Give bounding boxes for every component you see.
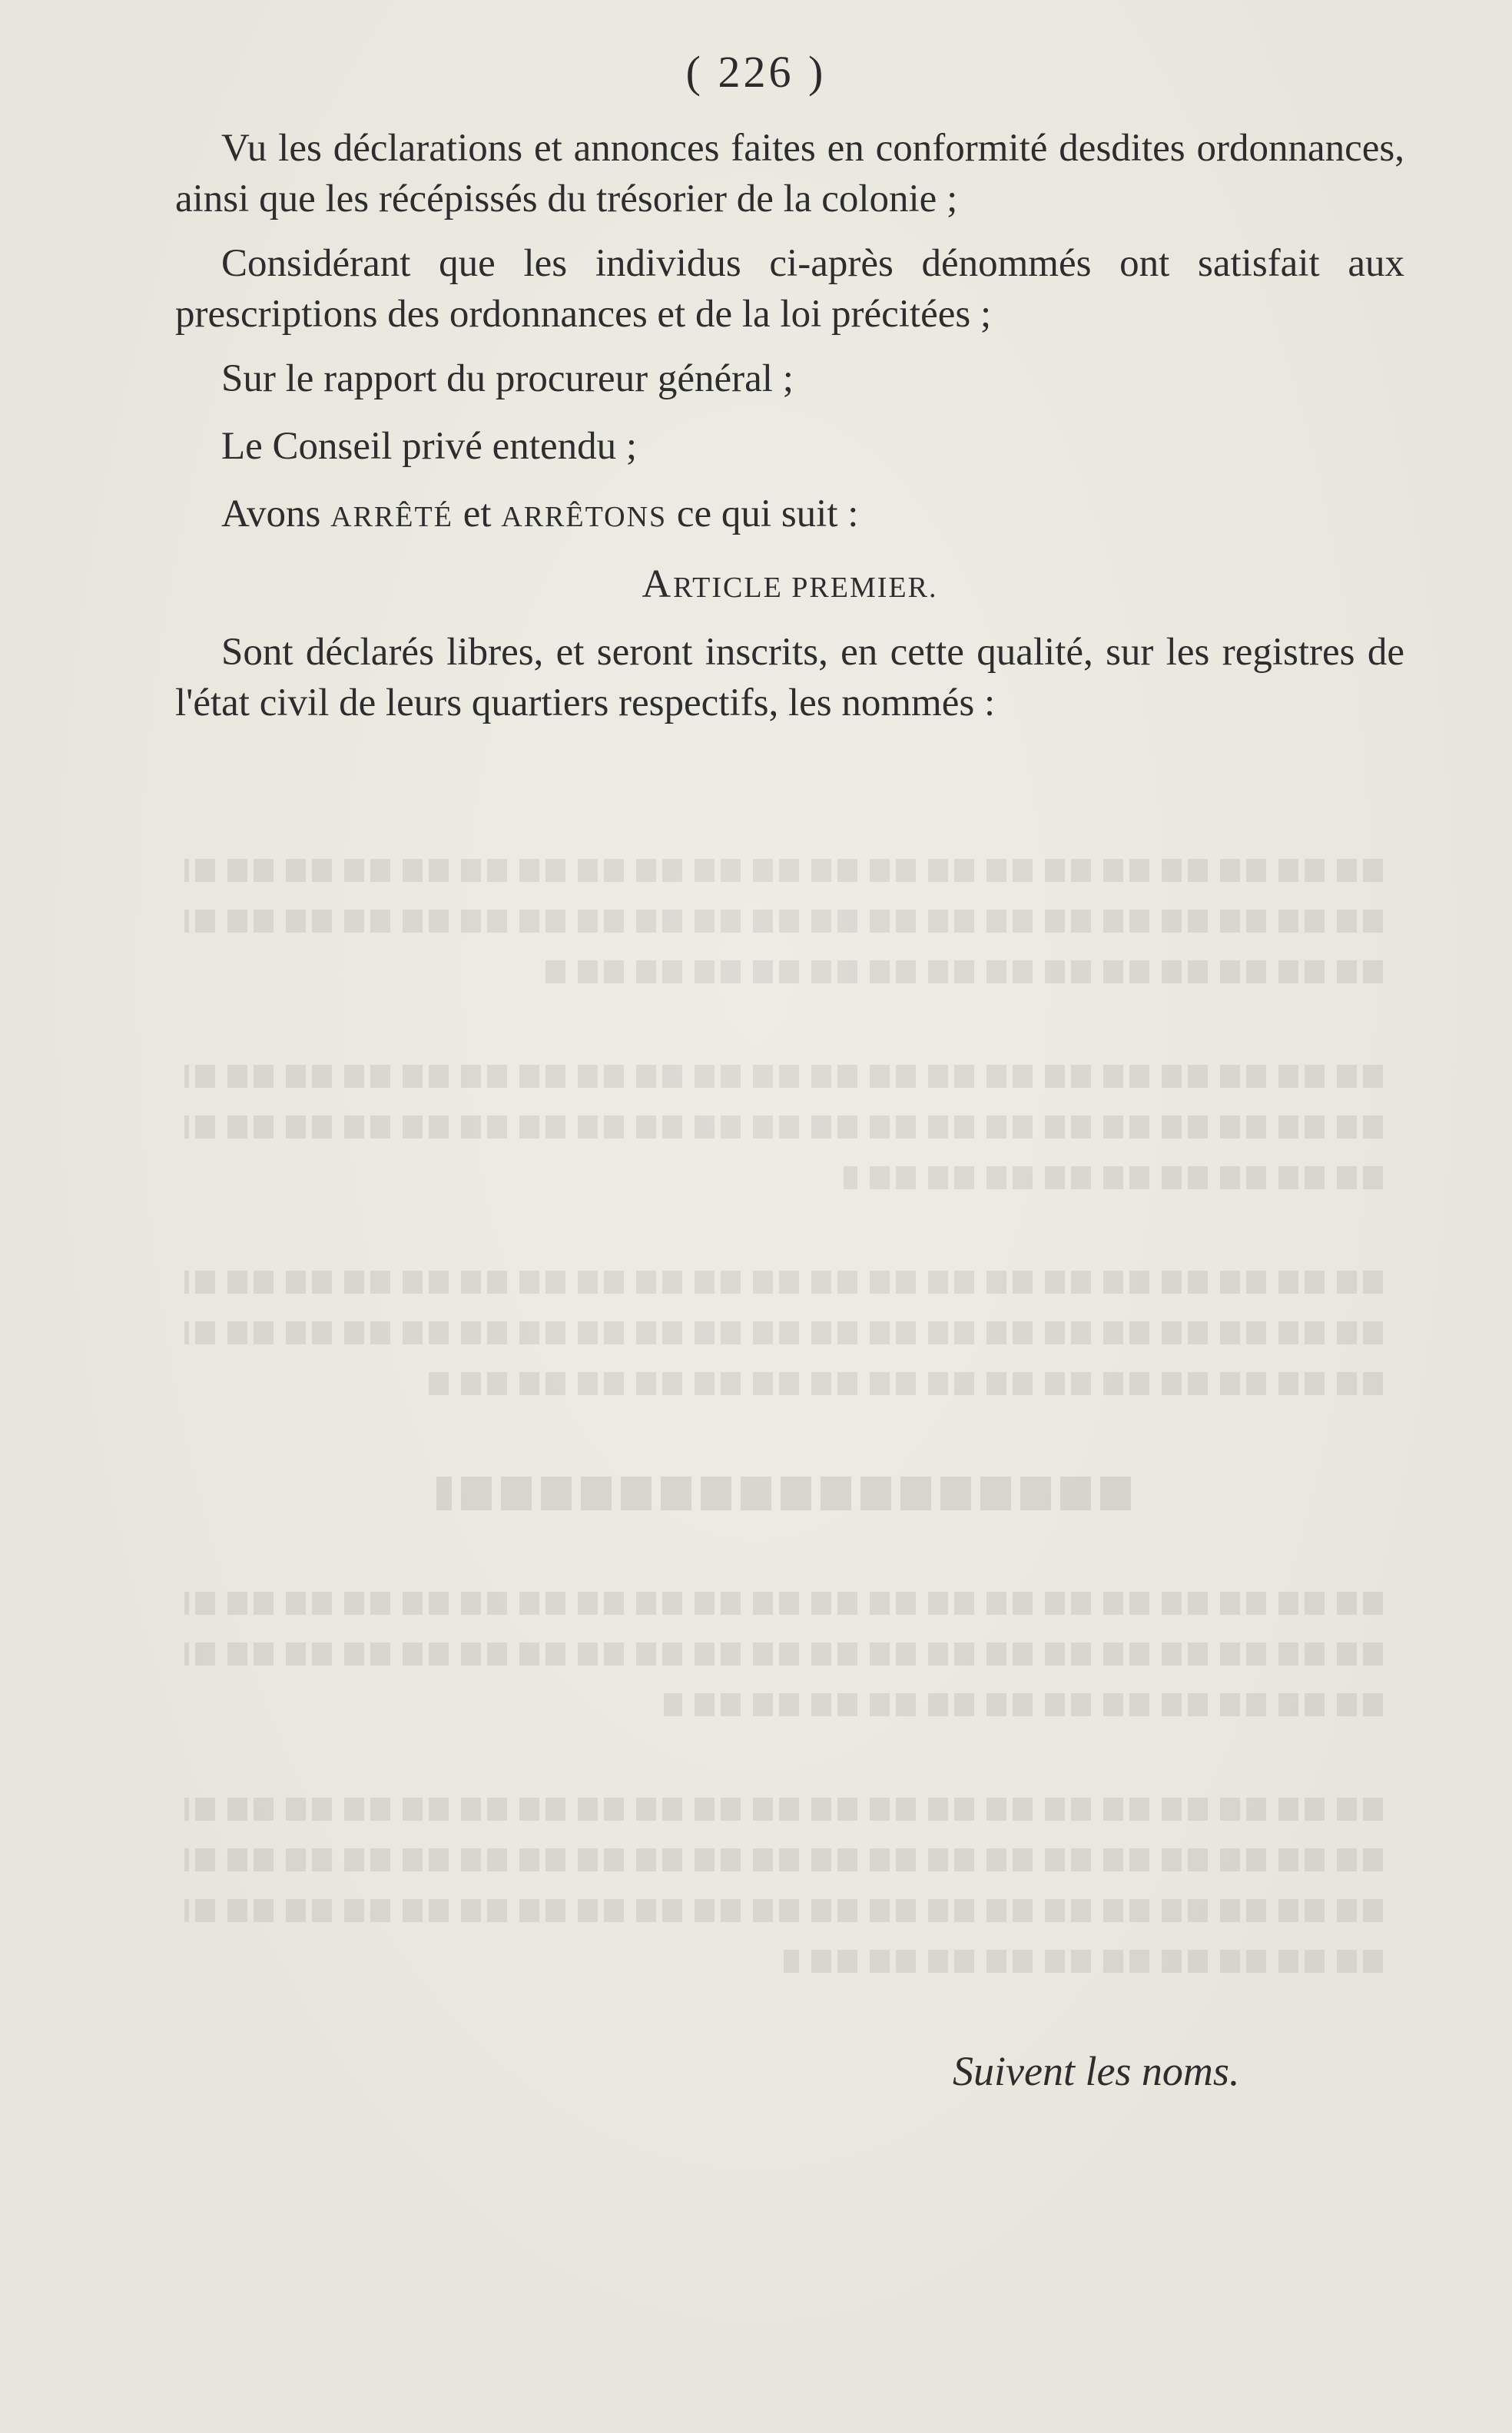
article-heading-rest: RTICLE PREMIER. (673, 572, 938, 604)
body-text (175, 123, 1404, 742)
avons-word: Avons (221, 492, 321, 535)
article-heading (175, 559, 1404, 613)
ce-qui-suit: ce qui suit : (676, 492, 859, 535)
bleed-through-text (184, 845, 1383, 2151)
paragraph-avons-arrete (175, 489, 1404, 542)
paragraph-conseil: Le Conseil privé entendu ; (221, 425, 638, 468)
arrete-word: ARRÊTÉ (330, 501, 453, 533)
arretons-word: ARRÊTONS (501, 501, 668, 533)
paragraph-declares-libres: Sont déclarés libres, et seront inscrits, en cette qualité, sur les registres de l'état civil de leurs quartiers respectifs, les nommés : (175, 631, 1404, 724)
paragraph-declarations: Vu les déclarations et annonces faites en conformité desdites ordonnances, ainsi que les récépissés du trésorier de la colonie ; (175, 127, 1404, 220)
et-word: et (463, 492, 492, 535)
paragraph-rapport: Sur le rapport du procureur général ; (221, 357, 794, 400)
closing-note: Suivent les noms. (953, 2048, 1240, 2094)
article-heading-initial: A (642, 562, 674, 606)
paragraph-considerant: Considérant que les individus ci-après dénommés ont satisfait aux prescriptions des ordonnances et de la loi précitées ; (175, 242, 1404, 336)
page-number: ( 226 ) (685, 47, 827, 97)
